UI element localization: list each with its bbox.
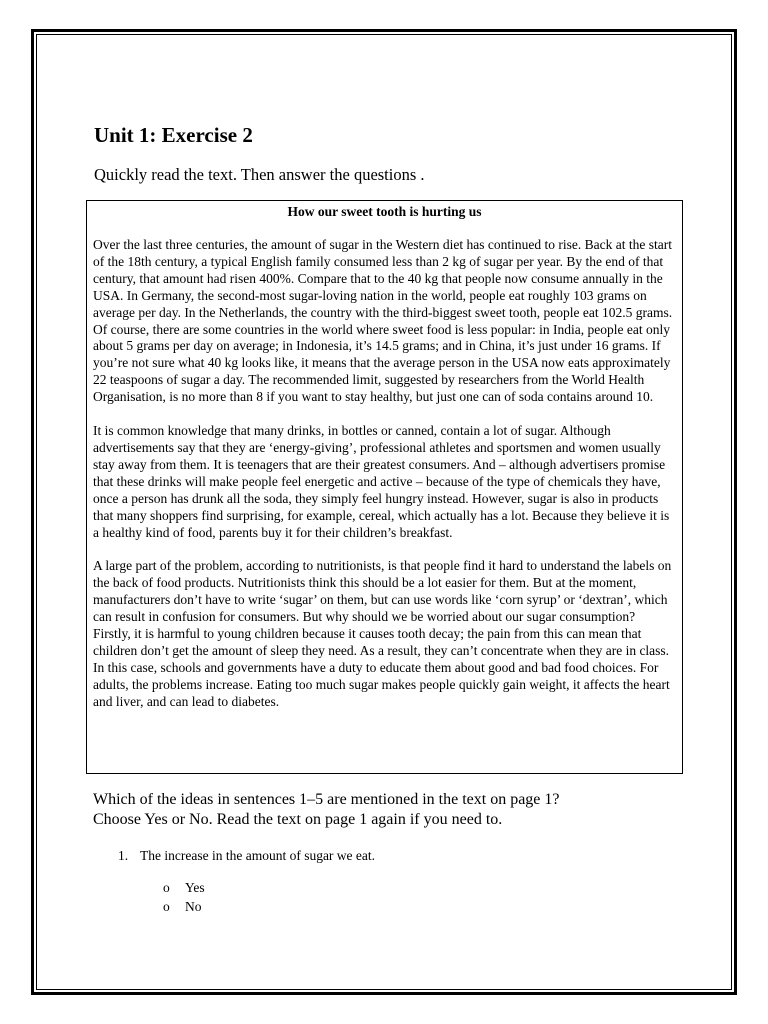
reading-text-box xyxy=(86,200,683,774)
option-no-label: No xyxy=(185,899,202,914)
reading-title: How our sweet tooth is hurting us xyxy=(287,204,482,219)
option-yes-label: Yes xyxy=(185,880,205,895)
task-line-2: Choose Yes or No. Read the text on page 1 again if you need to. xyxy=(93,811,503,828)
task-line-1: Which of the ideas in sentences 1–5 are mentioned in the text on page 1? xyxy=(93,791,560,808)
reading-paragraph-2: It is common knowledge that many drinks, in bottles or canned, contain a lot of sugar. Although advertisements say that they are ‘energy-giving’, professional athletes and sportsmen and women usually stay away from them. It is teenagers that are their greatest consumers. And – although advertisers promise that these drinks will make people feel energetic and active – because of the type of chemicals they have, once a person has drunk all the soda, they simply feel hungry instead. However, sugar is also in products that many shoppers find surprising, for example, cereal, which actually has a lot. Because they believe it is a healthy kind of food, parents buy it for their children’s breakfast. xyxy=(93,423,670,540)
exercise-instruction: Quickly read the text. Then answer the questions . xyxy=(94,165,425,184)
option-bullet-icon: o xyxy=(163,899,170,914)
option-yes[interactable] xyxy=(163,879,205,897)
reading-paragraph-3: A large part of the problem, according to nutritionists, is that people find it hard to understand the labels on the back of food products. Nutritionists think this should be a lot easier for them. But at the moment, manufacturers don’t have to write ‘sugar’ on them, but can use words like ‘corn syrup’ or ‘dextran’, which can result in confusion for consumers. But why should we be worried about our sugar consumption? Firstly, it is harmful to young children because it causes tooth decay; the pain from this can mean that children don’t get the amount of sleep they need. As a result, they can’t concentrate when they are in class. In this case, schools and governments have a duty to educate them about good and bad food choices. For adults, the problems increase. Eating too much sugar makes people quickly gain weight, it affects the heart and liver, and can lead to diabetes. xyxy=(93,558,672,709)
option-bullet-icon: o xyxy=(163,880,170,895)
question-number: 1. xyxy=(118,848,129,863)
question-1 xyxy=(118,847,375,865)
task-instructions xyxy=(93,790,560,830)
option-no[interactable] xyxy=(163,898,202,916)
exercise-title: Unit 1: Exercise 2 xyxy=(94,123,253,147)
reading-paragraph-1: Over the last three centuries, the amount of sugar in the Western diet has continued to rise. Back at the start of the 18th century, a typical English family consumed less than 2 kg of sugar per year. By the end of that century, that amount had risen 400%. Compare that to the 40 kg that people now consume annually in the USA. In Germany, the second-most sugar-loving nation in the world, people eat roughly 103 grams on average per day. In the Netherlands, the country with the third-biggest sweet tooth, people eat 102.5 grams. Of course, there are some countries in the world where sweet food is less popular: in India, people eat only about 5 grams per day on average; in Indonesia, it’s 14.5 grams; and in China, it’s just under 16 grams. If you’re not sure what 40 kg looks like, it means that the average person in the USA now eats approximately 22 teaspoons of sugar a day. The recommended limit, suggested by researchers from the World Health Organisation, is no more than 8 if you want to stay healthy, but just one can of soda contains around 10. xyxy=(93,237,673,405)
question-text: The increase in the amount of sugar we eat. xyxy=(140,848,376,863)
